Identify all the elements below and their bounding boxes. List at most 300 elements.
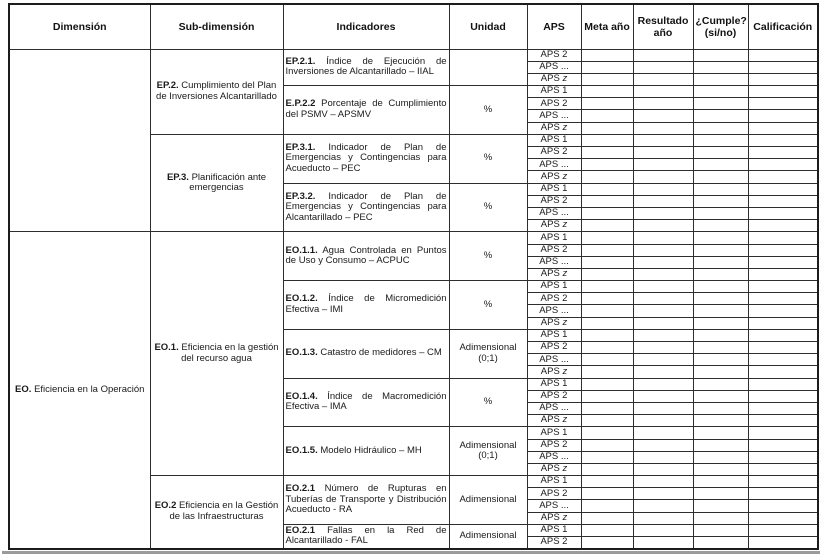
- indicator-label: Indicador de Plan de Emergencias y Contingencias para Acueducto – PEC: [285, 141, 447, 174]
- meta-ano-cell: [581, 159, 633, 171]
- indicator-label: Modelo Hidráulico – MH: [320, 444, 422, 456]
- aps-cell: [527, 244, 581, 256]
- cumple-cell: [693, 244, 748, 256]
- cumple-cell: [693, 366, 748, 378]
- aps-cell: [527, 415, 581, 427]
- indicator-label: Índice de Macromedición Efectiva – IMA: [285, 390, 447, 413]
- aps-cell: [527, 61, 581, 73]
- aps-cell: [527, 366, 581, 378]
- table-body: [9, 49, 818, 549]
- subdimension-cell: [150, 134, 283, 232]
- aps-label: APS 2: [540, 195, 568, 207]
- aps-label: APS 2: [540, 244, 568, 255]
- indicator-code: EO.1.1.: [285, 244, 318, 256]
- cumple-cell: [693, 342, 748, 354]
- resultado-ano-cell: [633, 402, 693, 414]
- resultado-ano-cell: [633, 305, 693, 317]
- meta-ano-cell: [581, 281, 633, 293]
- resultado-ano-cell: [633, 537, 693, 549]
- aps-cell: [527, 439, 581, 451]
- resultado-ano-cell: [633, 317, 693, 329]
- calificacion-cell: [748, 537, 818, 549]
- aps-cell: [527, 171, 581, 183]
- cumple-cell: [693, 439, 748, 451]
- col-header-meta-ano: Meta año: [581, 4, 633, 49]
- calificacion-cell: [748, 500, 818, 512]
- resultado-ano-cell: [633, 439, 693, 451]
- cumple-cell: [693, 402, 748, 414]
- cumple-cell: [693, 61, 748, 73]
- col-header-unidad: Unidad: [449, 4, 527, 49]
- calificacion-cell: [748, 147, 818, 159]
- aps-cell: [527, 488, 581, 500]
- cumple-cell: [693, 537, 748, 549]
- aps-cell: [527, 512, 581, 524]
- cumple-cell: [693, 256, 748, 268]
- subdimension-cell: [150, 476, 283, 549]
- cumple-cell: [693, 220, 748, 232]
- meta-ano-cell: [581, 98, 633, 110]
- aps-label: APS: [540, 122, 563, 133]
- meta-ano-cell: [581, 500, 633, 512]
- aps-label: APS 1: [540, 134, 568, 146]
- resultado-ano-cell: [633, 342, 693, 354]
- col-header-cumple: ¿Cumple? (si/no): [693, 4, 748, 49]
- cumple-cell: [693, 427, 748, 439]
- meta-ano-cell: [581, 354, 633, 366]
- meta-ano-cell: [581, 61, 633, 73]
- meta-ano-cell: [581, 183, 633, 195]
- meta-ano-cell: [581, 317, 633, 329]
- cumple-cell: [693, 512, 748, 524]
- indicator-code: EP.3.1.: [285, 141, 316, 153]
- indicator-cell: [283, 476, 449, 525]
- aps-label: APS ...: [539, 402, 569, 414]
- indicator-cell: [283, 49, 449, 86]
- meta-ano-cell: [581, 171, 633, 183]
- calificacion-cell: [748, 232, 818, 244]
- aps-label: APS: [540, 463, 563, 475]
- aps-label: APS ...: [539, 499, 569, 511]
- indicator-cell: [283, 524, 449, 548]
- aps-cell: [527, 451, 581, 463]
- meta-ano-cell: [581, 537, 633, 549]
- table-row: [9, 49, 818, 61]
- cumple-cell: [693, 73, 748, 85]
- aps-label: APS: [540, 414, 563, 426]
- calificacion-cell: [748, 354, 818, 366]
- aps-label: APS ...: [539, 256, 569, 268]
- aps-cell: [527, 147, 581, 159]
- calificacion-cell: [748, 256, 818, 268]
- aps-variable: z: [562, 317, 568, 328]
- resultado-ano-cell: [633, 354, 693, 366]
- cumple-cell: [693, 98, 748, 110]
- aps-cell: [527, 207, 581, 219]
- indicator-cell: [283, 329, 449, 378]
- aps-label: APS ...: [539, 353, 569, 365]
- cumple-cell: [693, 524, 748, 536]
- meta-ano-cell: [581, 207, 633, 219]
- indicator-code: EO.1.4.: [285, 390, 318, 402]
- aps-label: APS ...: [539, 158, 569, 170]
- meta-ano-cell: [581, 439, 633, 451]
- aps-cell: [527, 110, 581, 122]
- aps-label: APS ...: [539, 109, 569, 121]
- aps-label: APS ...: [539, 304, 569, 316]
- resultado-ano-cell: [633, 476, 693, 488]
- unit-cell: %: [449, 134, 527, 183]
- col-header-sub-dimension: Sub-dimensión: [150, 4, 283, 49]
- aps-cell: [527, 268, 581, 280]
- subdimension-cell: [150, 49, 283, 134]
- calificacion-cell: [748, 427, 818, 439]
- header-row: [9, 4, 818, 49]
- unit-cell: %: [449, 232, 527, 281]
- aps-variable: z: [562, 414, 568, 426]
- calificacion-cell: [748, 159, 818, 171]
- aps-variable: z: [562, 73, 568, 85]
- calificacion-cell: [748, 317, 818, 329]
- indicator-cell: [283, 232, 449, 281]
- meta-ano-cell: [581, 86, 633, 98]
- calificacion-cell: [748, 220, 818, 232]
- calificacion-cell: [748, 98, 818, 110]
- meta-ano-cell: [581, 49, 633, 61]
- col-header-indicadores: Indicadores: [283, 4, 449, 49]
- calificacion-cell: [748, 134, 818, 146]
- aps-variable: z: [562, 512, 568, 523]
- subdimension-label: Eficiencia en la gestión del recurso agua: [181, 342, 279, 364]
- cumple-cell: [693, 232, 748, 244]
- cumple-cell: [693, 476, 748, 488]
- indicator-code: EO.2.1: [285, 483, 316, 495]
- meta-ano-cell: [581, 463, 633, 475]
- table-row: [9, 232, 818, 244]
- dimension-cell: [9, 49, 150, 232]
- cumple-cell: [693, 268, 748, 280]
- aps-cell: [527, 463, 581, 475]
- cumple-cell: [693, 317, 748, 329]
- calificacion-cell: [748, 439, 818, 451]
- resultado-ano-cell: [633, 220, 693, 232]
- resultado-ano-cell: [633, 134, 693, 146]
- cumple-cell: [693, 451, 748, 463]
- resultado-ano-cell: [633, 524, 693, 536]
- aps-cell: [527, 183, 581, 195]
- aps-cell: [527, 317, 581, 329]
- calificacion-cell: [748, 451, 818, 463]
- unit-cell: %: [449, 378, 527, 427]
- unit-cell: Adimensional (0;1): [449, 427, 527, 476]
- meta-ano-cell: [581, 232, 633, 244]
- indicator-code: EO.2.1: [285, 524, 316, 536]
- resultado-ano-cell: [633, 110, 693, 122]
- indicator-code: EO.1.5.: [285, 444, 318, 456]
- aps-label: APS: [540, 512, 563, 523]
- aps-label: APS ...: [539, 61, 569, 73]
- resultado-ano-cell: [633, 49, 693, 61]
- resultado-ano-cell: [633, 378, 693, 390]
- cumple-cell: [693, 122, 748, 134]
- resultado-ano-cell: [633, 61, 693, 73]
- meta-ano-cell: [581, 305, 633, 317]
- aps-label: APS: [540, 170, 563, 182]
- resultado-ano-cell: [633, 195, 693, 207]
- calificacion-cell: [748, 244, 818, 256]
- meta-ano-cell: [581, 402, 633, 414]
- resultado-ano-cell: [633, 256, 693, 268]
- meta-ano-cell: [581, 512, 633, 524]
- col-header-resultado-ano: Resultado año: [633, 4, 693, 49]
- aps-cell: [527, 537, 581, 549]
- cumple-cell: [693, 49, 748, 61]
- meta-ano-cell: [581, 268, 633, 280]
- resultado-ano-cell: [633, 171, 693, 183]
- calificacion-cell: [748, 463, 818, 475]
- indicator-cell: [283, 183, 449, 232]
- calificacion-cell: [748, 342, 818, 354]
- indicator-cell: [283, 86, 449, 135]
- meta-ano-cell: [581, 390, 633, 402]
- subdimension-code: EO.2: [154, 500, 177, 512]
- resultado-ano-cell: [633, 147, 693, 159]
- subdimension-label: Eficiencia en la Gestión de las Infraestructuras: [169, 500, 279, 522]
- aps-cell: [527, 378, 581, 390]
- aps-label: APS ...: [539, 207, 569, 219]
- indicator-cell: [283, 378, 449, 427]
- col-header-aps: APS: [527, 4, 581, 49]
- subdimension-code: EP.3.: [166, 171, 189, 183]
- aps-label: APS ...: [539, 451, 569, 463]
- dimension-label: Eficiencia en la Operación: [34, 383, 145, 395]
- meta-ano-cell: [581, 256, 633, 268]
- col-header-dimension: Dimensión: [9, 4, 150, 49]
- indicator-cell: [283, 134, 449, 183]
- table-header: [9, 4, 818, 49]
- meta-ano-cell: [581, 134, 633, 146]
- indicator-code: EO.1.3.: [285, 347, 318, 359]
- resultado-ano-cell: [633, 159, 693, 171]
- indicators-table: [8, 3, 819, 550]
- aps-label: APS 1: [540, 378, 568, 389]
- calificacion-cell: [748, 122, 818, 134]
- aps-cell: [527, 293, 581, 305]
- aps-cell: [527, 134, 581, 146]
- indicator-label: Agua Controlada en Puntos de Uso y Consumo – ACPUC: [285, 244, 447, 267]
- aps-variable: z: [562, 463, 568, 475]
- cumple-cell: [693, 134, 748, 146]
- aps-cell: [527, 390, 581, 402]
- calificacion-cell: [748, 281, 818, 293]
- calificacion-cell: [748, 524, 818, 536]
- calificacion-cell: [748, 183, 818, 195]
- aps-label: APS 1: [540, 280, 568, 292]
- aps-cell: [527, 281, 581, 293]
- cumple-cell: [693, 500, 748, 512]
- resultado-ano-cell: [633, 415, 693, 427]
- unit-cell: %: [449, 183, 527, 232]
- meta-ano-cell: [581, 415, 633, 427]
- calificacion-cell: [748, 49, 818, 61]
- aps-label: APS: [540, 73, 563, 85]
- meta-ano-cell: [581, 195, 633, 207]
- indicator-cell: [283, 427, 449, 476]
- aps-cell: [527, 354, 581, 366]
- calificacion-cell: [748, 305, 818, 317]
- resultado-ano-cell: [633, 86, 693, 98]
- cumple-cell: [693, 329, 748, 341]
- meta-ano-cell: [581, 122, 633, 134]
- meta-ano-cell: [581, 524, 633, 536]
- aps-cell: [527, 122, 581, 134]
- aps-label: APS: [540, 268, 563, 280]
- indicator-code: E.P.2.2: [285, 98, 316, 110]
- cumple-cell: [693, 463, 748, 475]
- indicator-code: EO.1.2.: [285, 293, 318, 305]
- aps-label: APS 2: [540, 536, 568, 548]
- aps-label: APS 1: [540, 524, 568, 536]
- aps-cell: [527, 427, 581, 439]
- cumple-cell: [693, 207, 748, 219]
- calificacion-cell: [748, 378, 818, 390]
- indicator-code: EP.3.2.: [285, 190, 316, 202]
- calificacion-cell: [748, 512, 818, 524]
- resultado-ano-cell: [633, 122, 693, 134]
- meta-ano-cell: [581, 220, 633, 232]
- calificacion-cell: [748, 73, 818, 85]
- aps-cell: [527, 402, 581, 414]
- calificacion-cell: [748, 366, 818, 378]
- cumple-cell: [693, 171, 748, 183]
- aps-cell: [527, 256, 581, 268]
- indicator-label: Indicador de Plan de Emergencias y Contingencias para Alcantarillado – PEC: [285, 190, 447, 223]
- aps-cell: [527, 305, 581, 317]
- page-edge-shadow: [2, 551, 820, 554]
- unit-cell: Adimensional: [449, 524, 527, 548]
- aps-cell: [527, 329, 581, 341]
- resultado-ano-cell: [633, 500, 693, 512]
- calificacion-cell: [748, 329, 818, 341]
- calificacion-cell: [748, 171, 818, 183]
- aps-label: APS: [540, 365, 563, 377]
- indicator-label: Fallas en la Red de Alcantarillado - FAL: [285, 524, 447, 547]
- aps-variable: z: [562, 268, 568, 280]
- cumple-cell: [693, 390, 748, 402]
- meta-ano-cell: [581, 147, 633, 159]
- cumple-cell: [693, 293, 748, 305]
- meta-ano-cell: [581, 451, 633, 463]
- meta-ano-cell: [581, 73, 633, 85]
- indicator-label: Catastro de medidores – CM: [320, 347, 442, 359]
- aps-label: APS 1: [540, 475, 568, 487]
- indicator-cell: [283, 281, 449, 330]
- cumple-cell: [693, 415, 748, 427]
- cumple-cell: [693, 488, 748, 500]
- unit-cell: %: [449, 281, 527, 330]
- calificacion-cell: [748, 415, 818, 427]
- aps-variable: z: [562, 365, 568, 377]
- meta-ano-cell: [581, 476, 633, 488]
- cumple-cell: [693, 378, 748, 390]
- resultado-ano-cell: [633, 488, 693, 500]
- aps-cell: [527, 342, 581, 354]
- aps-cell: [527, 86, 581, 98]
- aps-label: APS 2: [540, 341, 568, 353]
- aps-variable: z: [562, 219, 568, 231]
- indicator-label: Número de Rupturas en Tuberías de Transporte y Distribución Acueducto - RA: [285, 483, 447, 516]
- meta-ano-cell: [581, 488, 633, 500]
- resultado-ano-cell: [633, 293, 693, 305]
- aps-cell: [527, 524, 581, 536]
- resultado-ano-cell: [633, 268, 693, 280]
- aps-cell: [527, 73, 581, 85]
- col-header-calificacion: Calificación: [748, 4, 818, 49]
- aps-label: APS 1: [540, 426, 568, 438]
- aps-cell: [527, 49, 581, 61]
- aps-label: APS 2: [540, 146, 568, 158]
- aps-variable: z: [562, 170, 568, 182]
- aps-label: APS 1: [540, 329, 568, 341]
- resultado-ano-cell: [633, 463, 693, 475]
- resultado-ano-cell: [633, 512, 693, 524]
- meta-ano-cell: [581, 293, 633, 305]
- calificacion-cell: [748, 293, 818, 305]
- aps-label: APS: [540, 219, 563, 231]
- cumple-cell: [693, 354, 748, 366]
- indicator-label: Índice de Ejecución de Inversiones de Alcantarillado – IIAL: [285, 55, 447, 78]
- subdimension-label: Planificación ante emergencias: [189, 171, 267, 194]
- cumple-cell: [693, 305, 748, 317]
- aps-label: APS 2: [540, 390, 568, 402]
- aps-label: APS 2: [540, 292, 568, 304]
- subdimension-code: EP.2.: [156, 80, 179, 92]
- cumple-cell: [693, 183, 748, 195]
- subdimension-label: Cumplimiento del Plan de Inversiones Alcantarillado: [156, 80, 277, 102]
- aps-cell: [527, 195, 581, 207]
- cumple-cell: [693, 195, 748, 207]
- aps-label: APS 1: [540, 231, 568, 243]
- unit-cell: Adimensional: [449, 476, 527, 525]
- resultado-ano-cell: [633, 390, 693, 402]
- resultado-ano-cell: [633, 427, 693, 439]
- indicator-label: Porcentaje de Cumplimiento del PSMV – APSMV: [285, 98, 447, 120]
- calificacion-cell: [748, 402, 818, 414]
- meta-ano-cell: [581, 366, 633, 378]
- unit-cell: [449, 49, 527, 86]
- dimension-cell: [9, 232, 150, 549]
- calificacion-cell: [748, 207, 818, 219]
- calificacion-cell: [748, 390, 818, 402]
- aps-label: APS 1: [540, 183, 568, 194]
- meta-ano-cell: [581, 110, 633, 122]
- cumple-cell: [693, 281, 748, 293]
- resultado-ano-cell: [633, 183, 693, 195]
- resultado-ano-cell: [633, 98, 693, 110]
- meta-ano-cell: [581, 244, 633, 256]
- resultado-ano-cell: [633, 73, 693, 85]
- aps-label: APS 2: [540, 439, 568, 450]
- aps-label: APS 1: [540, 85, 568, 97]
- cumple-cell: [693, 147, 748, 159]
- dimension-code: EO.: [15, 383, 32, 395]
- aps-label: APS: [540, 317, 563, 328]
- resultado-ano-cell: [633, 244, 693, 256]
- calificacion-cell: [748, 110, 818, 122]
- cumple-cell: [693, 86, 748, 98]
- aps-cell: [527, 220, 581, 232]
- calificacion-cell: [748, 268, 818, 280]
